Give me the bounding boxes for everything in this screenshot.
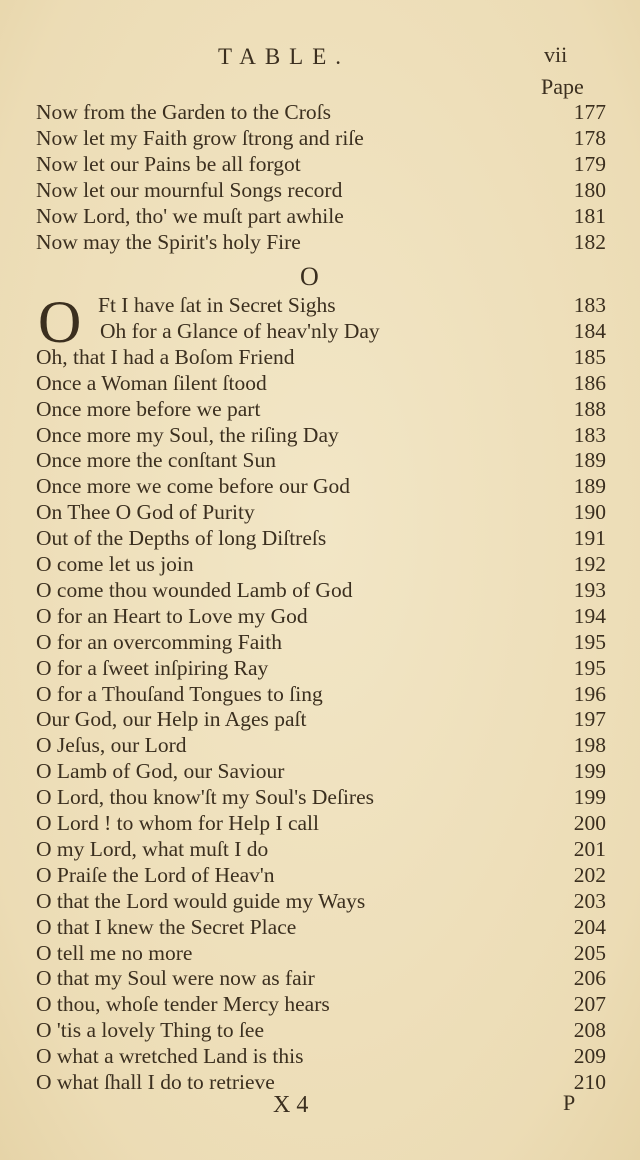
column-heading: Pape	[541, 74, 584, 99]
hymn-page-number: 198	[573, 733, 606, 758]
hymn-first-line: Now let our mournful Songs record	[36, 178, 343, 202]
table-row	[36, 151, 606, 177]
hymn-page-number: 185	[573, 344, 606, 369]
hymn-first-line: Now Lord, tho' we muſt part awhile	[36, 204, 344, 228]
table-row	[36, 370, 606, 396]
table-row	[36, 629, 606, 655]
table-row	[36, 318, 606, 344]
hymn-first-line: Oh, that I had a Boſom Friend	[36, 344, 295, 369]
table-row	[36, 991, 606, 1017]
hymn-page-number: 210	[573, 1070, 606, 1094]
hymn-page-number: 195	[573, 655, 606, 680]
hymn-page-number: 199	[573, 785, 606, 810]
hymn-first-line: O Lamb of God, our Saviour	[36, 759, 285, 784]
hymn-page-number: 189	[573, 474, 606, 499]
hymn-page-number: 183	[573, 422, 606, 447]
table-row	[36, 681, 606, 707]
table-row	[36, 862, 606, 888]
hymn-page-number: 199	[573, 759, 606, 784]
table-row	[36, 784, 606, 810]
hymn-first-line: Once more before we part	[36, 396, 261, 421]
table-row	[36, 292, 606, 318]
table-row	[36, 940, 606, 966]
hymn-first-line: Once more we come before our God	[36, 474, 351, 499]
hymn-first-line: O for a Thouſand Tongues to ſing	[36, 681, 323, 706]
table-row	[36, 177, 606, 203]
table-row	[36, 447, 606, 473]
table-row	[36, 965, 606, 991]
hymn-page-number: 195	[573, 629, 606, 654]
hymn-first-line: O that I knew the Secret Place	[36, 914, 297, 939]
table-row	[36, 810, 606, 836]
table-row	[36, 422, 606, 448]
hymn-page-number: 201	[573, 836, 606, 861]
hymn-page-number: 209	[573, 1044, 606, 1069]
hymn-first-line: O come thou wounded Lamb of God	[36, 577, 353, 602]
table-row	[36, 888, 606, 914]
table-row	[36, 473, 606, 499]
hymn-page-number: 193	[573, 577, 606, 602]
hymn-first-line: O for a ſweet inſpiring Ray	[36, 655, 269, 680]
hymn-page-number: 188	[573, 396, 606, 421]
hymn-page-number: 186	[573, 370, 606, 395]
hymn-page-number: 208	[573, 1018, 606, 1043]
hymn-page-number: 196	[573, 681, 606, 706]
hymn-first-line: O my Lord, what muſt I do	[36, 836, 269, 861]
hymn-first-line: Oh for a Glance of heav'nly Day	[100, 318, 380, 343]
hymn-first-line: O that the Lord would guide my Ways	[36, 888, 366, 913]
hymn-page-number: 179	[573, 152, 606, 176]
table-row	[36, 499, 606, 525]
hymn-first-line: O Jeſus, our Lord	[36, 733, 187, 758]
hymn-page-number: 200	[573, 811, 606, 835]
hymn-first-line: O Praiſe the Lord of Heav'n	[36, 862, 275, 887]
hymn-first-line: Now let our Pains be all forgot	[36, 152, 301, 176]
page-number: vii	[544, 42, 568, 67]
hymn-first-line: O come let us join	[36, 552, 194, 576]
hymn-first-line: Ft I have ſat in Secret Sighs	[98, 293, 336, 317]
table-row	[36, 525, 606, 551]
section-letter: O	[300, 262, 319, 291]
hymn-first-line: O that my Soul were now as fair	[36, 966, 315, 991]
hymn-first-line: Once more my Soul, the riſing Day	[36, 422, 339, 447]
hymn-first-line: Now from the Garden to the Croſs	[36, 100, 331, 124]
hymn-first-line: O for an Heart to Love my God	[36, 603, 308, 628]
hymn-first-line: O Lord, thou know'ſt my Soul's Deſires	[36, 785, 374, 810]
hymn-page-number: 197	[573, 707, 606, 732]
hymn-page-number: 204	[573, 914, 606, 939]
table-row	[36, 99, 606, 125]
hymn-page-number: 202	[573, 862, 606, 887]
hymn-page-number: 207	[573, 992, 606, 1017]
hymn-page-number: 177	[573, 100, 606, 124]
hymn-first-line: O Lord ! to whom for Help I call	[36, 811, 320, 835]
table-row	[36, 603, 606, 629]
hymn-page-number: 189	[573, 448, 606, 473]
table-row	[36, 551, 606, 577]
hymn-first-line: O tell me no more	[36, 940, 193, 965]
hymn-first-line: O what a wretched Land is this	[36, 1044, 304, 1069]
table-row	[36, 758, 606, 784]
hymn-first-line: Once more the conſtant Sun	[36, 448, 277, 473]
table-row	[36, 836, 606, 862]
table-row	[36, 125, 606, 151]
hymn-page-number: 180	[573, 178, 606, 202]
table-row	[36, 1043, 606, 1069]
table-row	[36, 203, 606, 229]
hymn-page-number: 191	[573, 526, 606, 551]
hymn-page-number: 183	[573, 293, 606, 317]
hymn-first-line: On Thee O God of Purity	[36, 500, 255, 525]
table-row	[36, 229, 606, 255]
hymn-page-number: 178	[573, 126, 606, 150]
table-row	[36, 396, 606, 422]
hymn-first-line: O what ſhall I do to retrieve	[36, 1070, 275, 1094]
hymn-page-number: 203	[573, 888, 606, 913]
catchword: P	[563, 1090, 576, 1115]
table-row	[36, 1017, 606, 1043]
hymn-page-number: 181	[573, 204, 606, 228]
drop-cap: O	[38, 289, 82, 355]
hymn-first-line: Now let my Faith grow ſtrong and riſe	[36, 126, 364, 150]
hymn-first-line: Out of the Depths of long Diſtreſs	[36, 526, 327, 551]
hymn-page-number: 194	[573, 603, 606, 628]
hymn-page-number: 182	[573, 230, 606, 254]
hymn-first-line: O thou, whoſe tender Mercy hears	[36, 992, 330, 1017]
table-row	[36, 1069, 606, 1095]
hymn-page-number: 206	[573, 966, 606, 991]
table-row	[36, 655, 606, 681]
hymn-page-number: 205	[573, 940, 606, 965]
table-row	[36, 732, 606, 758]
hymn-page-number: 192	[573, 552, 606, 576]
hymn-first-line: Now may the Spirit's holy Fire	[36, 230, 301, 254]
hymn-page-number: 190	[573, 500, 606, 525]
hymn-page-number: 184	[573, 318, 606, 343]
table-row	[36, 577, 606, 603]
table-row	[36, 706, 606, 732]
hymn-first-line: O 'tis a lovely Thing to ſee	[36, 1018, 264, 1043]
running-head-title: TABLE.	[218, 44, 351, 69]
hymn-first-line: Once a Woman ſilent ſtood	[36, 370, 267, 395]
hymn-first-line: O for an overcomming Faith	[36, 629, 283, 654]
signature-mark: X 4	[273, 1092, 309, 1118]
table-row	[36, 914, 606, 940]
hymn-first-line: Our God, our Help in Ages paſt	[36, 707, 307, 732]
table-row	[36, 344, 606, 370]
